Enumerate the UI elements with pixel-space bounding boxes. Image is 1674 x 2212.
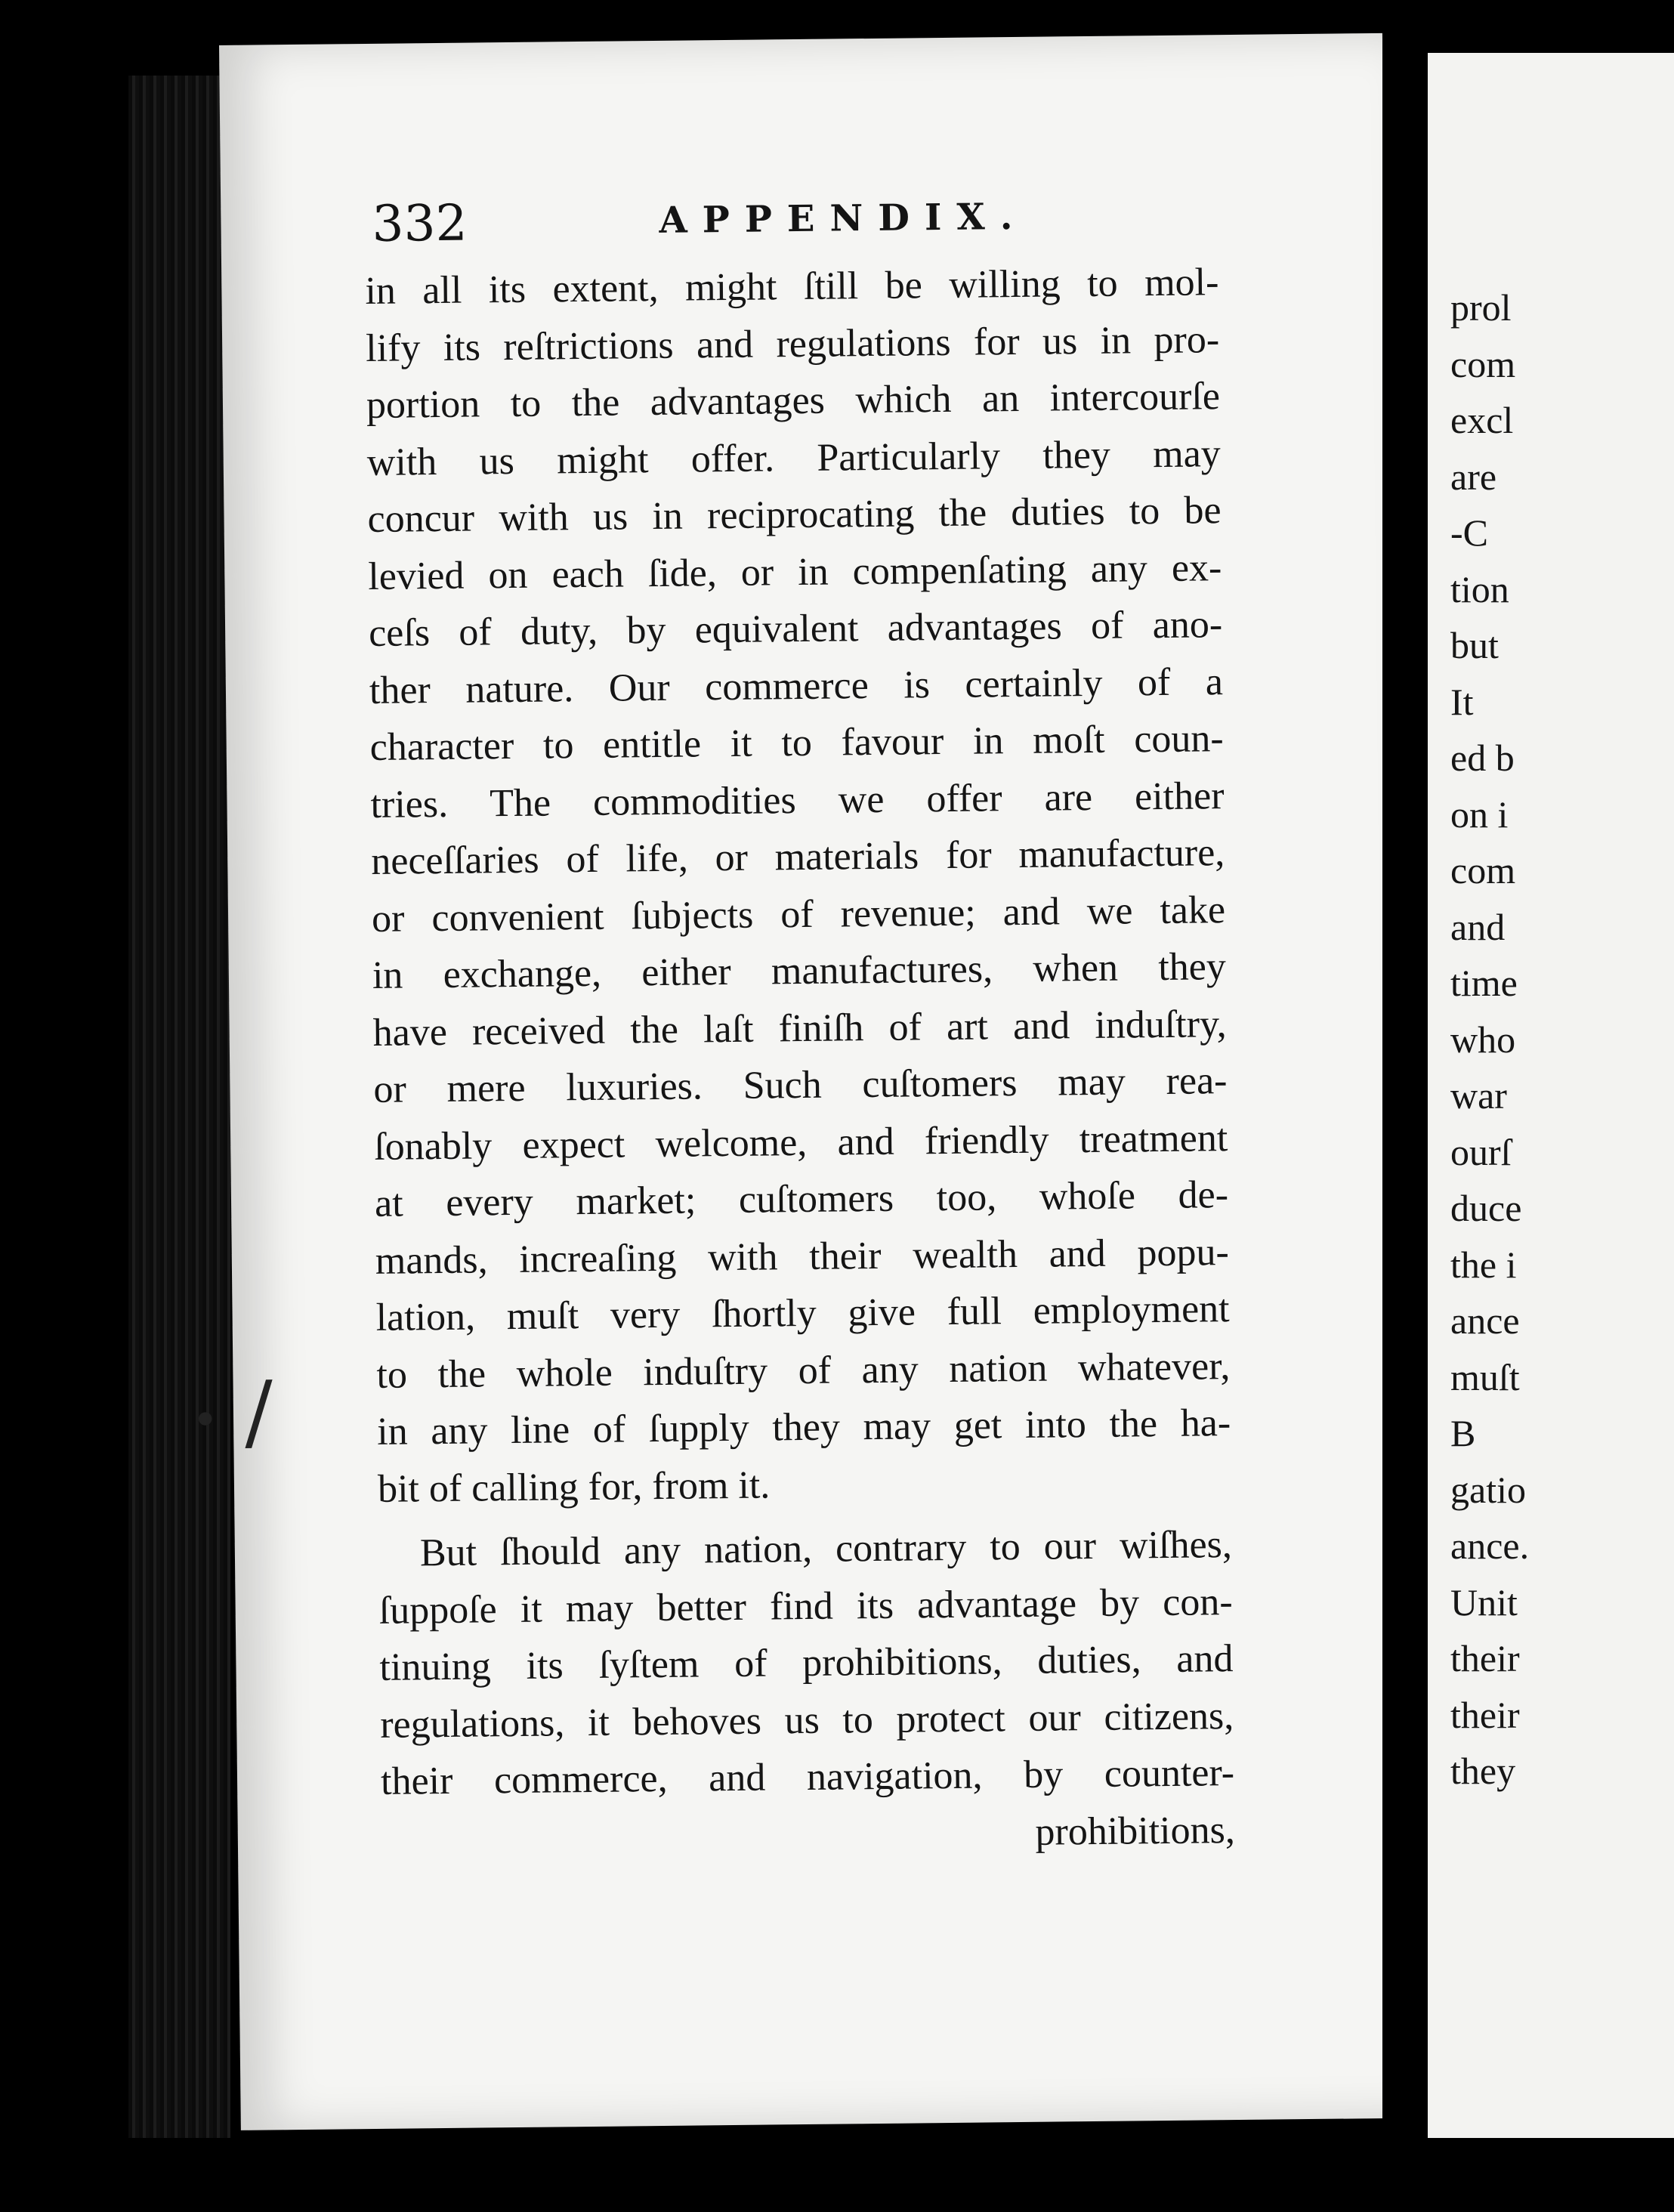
text-fragment: prol: [1450, 286, 1512, 329]
text-fragment: and: [1450, 905, 1506, 948]
text-line: ther nature. Our commerce is certainly of a: [369, 660, 1224, 712]
margin-mark: •: [191, 1394, 219, 1447]
text-fragment: their: [1450, 1693, 1520, 1736]
text-line: tinuing its ſyſtem of prohibitions, duties, and: [379, 1637, 1234, 1689]
text-line: regulations, it behoves us to protect our citizens,: [379, 1694, 1234, 1747]
text-fragment: excl: [1450, 399, 1514, 441]
text-line: at every market; cuſtomers too, whoſe de-: [374, 1173, 1229, 1225]
text-fragment: they: [1450, 1750, 1516, 1792]
left-page: [191, 33, 1404, 2130]
text-line: bit of calling for, from it.: [377, 1463, 771, 1511]
text-line: character to entitle it to favour in moſt coun-: [369, 717, 1224, 769]
text-fragment: It: [1450, 680, 1474, 723]
text-fragment: com: [1450, 342, 1516, 385]
text-fragment: the i: [1450, 1243, 1517, 1286]
text-fragment: -C: [1450, 511, 1488, 554]
text-line: ceſs of duty, by equivalent advantages of ano-: [368, 603, 1223, 655]
text-line: tries. The commodities we offer are either: [370, 774, 1225, 826]
text-fragment: tion: [1450, 567, 1509, 610]
text-line: or mere luxuries. Such cuſtomers may rea-: [373, 1059, 1228, 1111]
text-fragment: ed b: [1450, 737, 1515, 779]
text-fragment: duce: [1450, 1187, 1522, 1229]
text-line: ſonably expect welcome, and friendly treatment: [373, 1116, 1228, 1169]
right-page: [1428, 53, 1674, 2138]
text-line: neceſſaries of life, or materials for manufacture,: [371, 831, 1225, 883]
text-line: their commerce, and navigation, by counter-: [380, 1751, 1235, 1803]
text-fragment: com: [1450, 849, 1516, 891]
running-title: APPENDIX.: [659, 195, 1028, 242]
text-line: with us might offer. Particularly they may: [366, 431, 1222, 484]
text-fragment: ourſ: [1450, 1130, 1512, 1173]
text-line: mands, increaſing with their wealth and popu-: [375, 1230, 1230, 1283]
text-fragment: on i: [1450, 792, 1509, 836]
text-line: have received the laſt finiſh of art and induſtry,: [372, 1002, 1227, 1055]
text-line: levied on each ſide, or in compenſating any ex-: [368, 545, 1222, 598]
text-line: ſuppoſe it may better find its advantage by con-: [378, 1580, 1233, 1633]
body-text: [365, 254, 1235, 1868]
text-line: in any line of ſupply they may get into the ha-: [376, 1401, 1231, 1454]
text-line: But ſhould any nation, contrary to our wiſhes,: [419, 1523, 1233, 1575]
text-fragment: war: [1450, 1074, 1507, 1117]
margin-stroke: /: [244, 1363, 273, 1460]
text-fragment: their: [1450, 1637, 1520, 1679]
text-fragment: ance: [1450, 1299, 1520, 1342]
catchword: prohibitions,: [1035, 1808, 1236, 1854]
text-fragment: time: [1450, 962, 1518, 1004]
text-fragment: ance.: [1450, 1525, 1530, 1567]
text-fragment: Unit: [1450, 1580, 1518, 1623]
text-fragment: muſt: [1450, 1355, 1520, 1398]
text-fragment: but: [1450, 624, 1499, 666]
text-line: to the whole induſtry of any nation whatever,: [376, 1344, 1231, 1397]
text-line: or convenient ſubjects of revenue; and we take: [371, 888, 1226, 941]
page-number: 332: [372, 193, 468, 253]
text-fragment: who: [1450, 1018, 1516, 1061]
text-line: portion to the advantages which an intercourſe: [366, 375, 1221, 427]
text-fragment: B: [1450, 1412, 1476, 1454]
right-page-text: [1450, 280, 1674, 1800]
text-line: in exchange, either manufactures, when they: [372, 945, 1227, 997]
text-line: in all its extent, might ſtill be willing to mol-: [365, 261, 1219, 313]
text-fragment: are: [1450, 455, 1497, 498]
text-line: lation, muſt very ſhortly give full employment: [375, 1287, 1230, 1339]
text-line: concur with us in reciprocating the duties to be: [367, 489, 1222, 541]
gutter-shadow: [1382, 30, 1428, 2191]
book-page-edges: [128, 76, 230, 2138]
text-line: lify its reſtrictions and regulations for us in pro-: [365, 317, 1220, 370]
text-fragment: gatio: [1450, 1468, 1526, 1511]
